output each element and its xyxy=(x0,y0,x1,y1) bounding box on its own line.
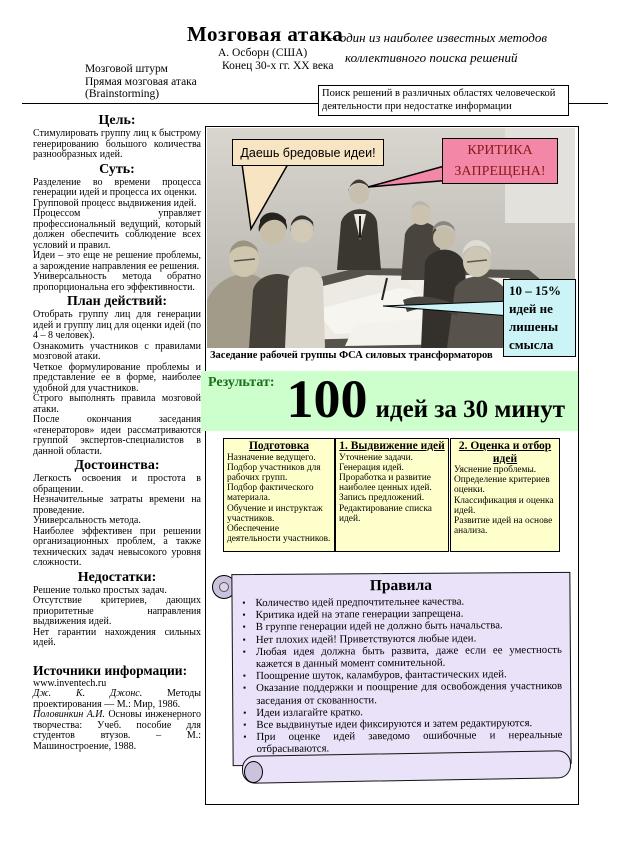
author-line: А. Осборн (США) xyxy=(218,47,308,59)
scroll-bottom-roll xyxy=(242,750,571,784)
idea-bubble-tail xyxy=(236,163,296,233)
bullet-icon: ▪ xyxy=(242,610,246,620)
critic-bubble xyxy=(442,138,558,184)
rule-item: ▪ В группе генерации идей не должно быть начальства. xyxy=(242,619,503,634)
essence-para: Процессом управляет профессиональный ведущий, который должен обеспечить соблюдение всех условий и правил. xyxy=(33,208,201,251)
result-banner xyxy=(201,371,578,431)
photo-caption: Заседание рабочей группы ФСА силовых трансформаторов xyxy=(210,350,493,361)
percent-callout-line: смысла xyxy=(509,337,554,352)
percent-callout xyxy=(503,279,576,357)
scroll-roll-end-curl xyxy=(244,761,263,783)
percent-callout-line: идей не xyxy=(509,301,553,316)
rule-item: ▪ Любая идея должна быть развита, даже если ее уместность кажется в данный момент сомнительной. xyxy=(242,643,562,671)
bullet-icon: ▪ xyxy=(243,707,247,717)
stage-item: Генерация идей. xyxy=(339,462,404,473)
source-author: Дж. К. Джонс. xyxy=(33,688,143,699)
stage-item: Проработка и развитие наиболее ценных идей. xyxy=(339,472,432,494)
rules-list xyxy=(232,594,570,756)
stage-item: Развитие идей на основе анализа. xyxy=(454,516,553,537)
bullet-icon: ▪ xyxy=(243,720,247,730)
critic-bubble-line2: ЗАПРЕЩЕНА! xyxy=(454,164,546,179)
plan-para: После окончания заседания «генераторов» идеи рассматриваются группой экспертов-специалистов в данной области. xyxy=(33,414,201,457)
bullet-icon: ▪ xyxy=(242,622,246,632)
alt-name-3: (Brainstorming) xyxy=(85,88,160,100)
source-entry xyxy=(33,710,201,752)
plan-para: Строго выполнять правила мозговой атаки. xyxy=(33,393,201,415)
pros-para: Незначительные затраты времени на проведение. xyxy=(33,494,201,516)
scope-note: Поиск решений в различных областях человеческой деятельности при недостатке информации xyxy=(318,85,569,116)
essence-heading: Суть: xyxy=(99,161,135,177)
rules-scroll xyxy=(231,572,571,766)
percent-callout-line: 10 – 15% xyxy=(509,283,561,298)
era-line: Конец 30-х гг. XX века xyxy=(222,60,334,72)
stage-item: Запись предложений. xyxy=(339,493,425,504)
rule-item: ▪ Критика идей на этапе генерации запрещена. xyxy=(242,607,464,622)
stage-column-title: 1. Выдвижение идей xyxy=(339,440,445,452)
plan-para: Ознакомить участников с правилами мозговой атаки. xyxy=(33,340,201,362)
bullet-icon: ▪ xyxy=(243,671,246,681)
stage-item: Определение критериев оценки. xyxy=(454,475,550,496)
bullet-icon: ▪ xyxy=(243,683,247,693)
percent-callout-line: лишены xyxy=(509,319,559,334)
stage-item: Подбор фактического материала. xyxy=(227,483,314,504)
percent-callout-tail xyxy=(379,295,514,323)
pros-para: Наиболее эффективен при решении организационных проблем, а также технических задач невысокого уровня сложности. xyxy=(33,525,201,568)
cons-para: Решение только простых задач. xyxy=(33,584,167,596)
goal-heading: Цель: xyxy=(98,113,136,128)
rule-item: ▪ Идеи излагайте кратко. xyxy=(243,706,364,719)
method-panel xyxy=(205,126,579,805)
essence-para: Идеи – это еще не решение проблемы, а зарождение направления ее решения. xyxy=(33,250,201,272)
plan-para: Отобрать группу лиц для генерации идей и группу лиц для оценки идей (по 4 – 8 человек). xyxy=(33,309,201,341)
page-title: Мозговая атака xyxy=(187,22,344,46)
pros-para: Легкость освоения и простота в обращении. xyxy=(33,473,201,495)
stage-item: Обучение и инструктаж участников. xyxy=(227,503,323,524)
rule-item: ▪ Нет плохих идей! Приветствуются любые идеи. xyxy=(242,632,477,646)
bullet-icon: ▪ xyxy=(242,598,246,608)
essence-para: Групповой процесс выдвижения идей. xyxy=(33,197,197,209)
stage-column-title: Подготовка xyxy=(248,440,310,452)
result-text: идей за 30 минут xyxy=(375,396,565,423)
stage-column-generation xyxy=(335,438,449,552)
rule-item: ▪ Все выдвинутые идеи фиксируются и затем редактируются. xyxy=(243,717,533,732)
stage-item: Обеспечение деятельности участников. xyxy=(227,523,331,545)
stage-item: Уточнение задачи. xyxy=(339,452,413,463)
cons-para: Отсутствие критериев, дающих приоритетные направления выдвижения идей. xyxy=(33,595,201,627)
critic-bubble-line1: КРИТИКА xyxy=(467,143,533,158)
pros-heading: Достоинства: xyxy=(74,458,160,473)
bullet-icon: ▪ xyxy=(243,732,247,742)
essence-para: Универсальность метода обратно пропорциональна его эффективности. xyxy=(33,271,201,293)
pros-para: Универсальность метода. xyxy=(33,515,141,526)
result-label: Результат: xyxy=(208,375,275,390)
cons-para: Нет гарантии нахождения сильных идей. xyxy=(33,626,201,648)
rule-item: ▪ Количество идей предпочтительнее качества. xyxy=(242,595,465,610)
alt-name-2: Прямая мозговая атака xyxy=(85,75,197,88)
sources-heading: Источники информации: xyxy=(33,662,188,678)
source-text: Методы проектирования — М.: Мир, 1986. xyxy=(33,688,201,710)
alt-name-1: Мозговой штурм xyxy=(85,63,168,75)
source-entry xyxy=(33,689,201,710)
tagline-line1: – один из наиболее известных методов xyxy=(330,30,548,45)
tagline-line2: коллективного поиска решений xyxy=(345,50,518,65)
goal-text: Стимулировать группу лиц к быстрому генерированию большого количества разнообразных идей. xyxy=(33,128,201,160)
stage-item: Подбор участников для рабочих групп. xyxy=(227,462,321,483)
cons-heading: Недостатки: xyxy=(77,569,157,585)
rule-item: ▪ Поощрение шуток, каламбуров, фантастических идей. xyxy=(243,668,507,683)
left-column xyxy=(33,112,201,752)
bullet-icon: ▪ xyxy=(242,634,246,644)
source-text: Основы инженерного творчества: Учеб. пособие для студентов втузов. – М.: Машиностроение, 1988. xyxy=(33,709,201,752)
plan-para: Четкое формулирование проблемы и представление ее в форме, наиболее удобной для участников. xyxy=(33,361,201,394)
idea-bubble xyxy=(232,139,384,166)
result-number: 100 xyxy=(286,369,368,429)
idea-bubble-text: Даешь бредовые идеи! xyxy=(240,145,376,160)
plan-heading: План действий: xyxy=(66,294,168,309)
bullet-icon: ▪ xyxy=(242,646,246,656)
rule-item: ▪ При оценке идей заведомо ошибочные и нереальные отбрасываются. xyxy=(243,729,563,756)
stage-item: Уяснение проблемы. xyxy=(454,465,537,475)
stage-item: Классификация и оценка идей. xyxy=(454,495,554,516)
rule-item: ▪ Оказание поддержки и поощрение для освобождения участников заседания от скованности. xyxy=(243,680,563,707)
stage-column-preparation xyxy=(223,438,335,552)
scroll-curl-spiral xyxy=(219,582,229,592)
rules-heading: Правила xyxy=(369,576,433,595)
stage-item: Назначение ведущего. xyxy=(227,452,316,463)
source-author: Половинкин А.И. xyxy=(33,709,106,720)
stage-column-evaluation xyxy=(450,438,560,552)
essence-para: Разделение во времени процесса генерации идей и процесса их оценки. xyxy=(33,176,201,198)
alt-names xyxy=(85,63,197,101)
source-link[interactable]: www.inventech.ru xyxy=(33,677,107,689)
stage-column-title: 2. Оценка и отбор идей xyxy=(458,440,552,465)
stage-item: Редактирование списка идей. xyxy=(339,503,432,524)
